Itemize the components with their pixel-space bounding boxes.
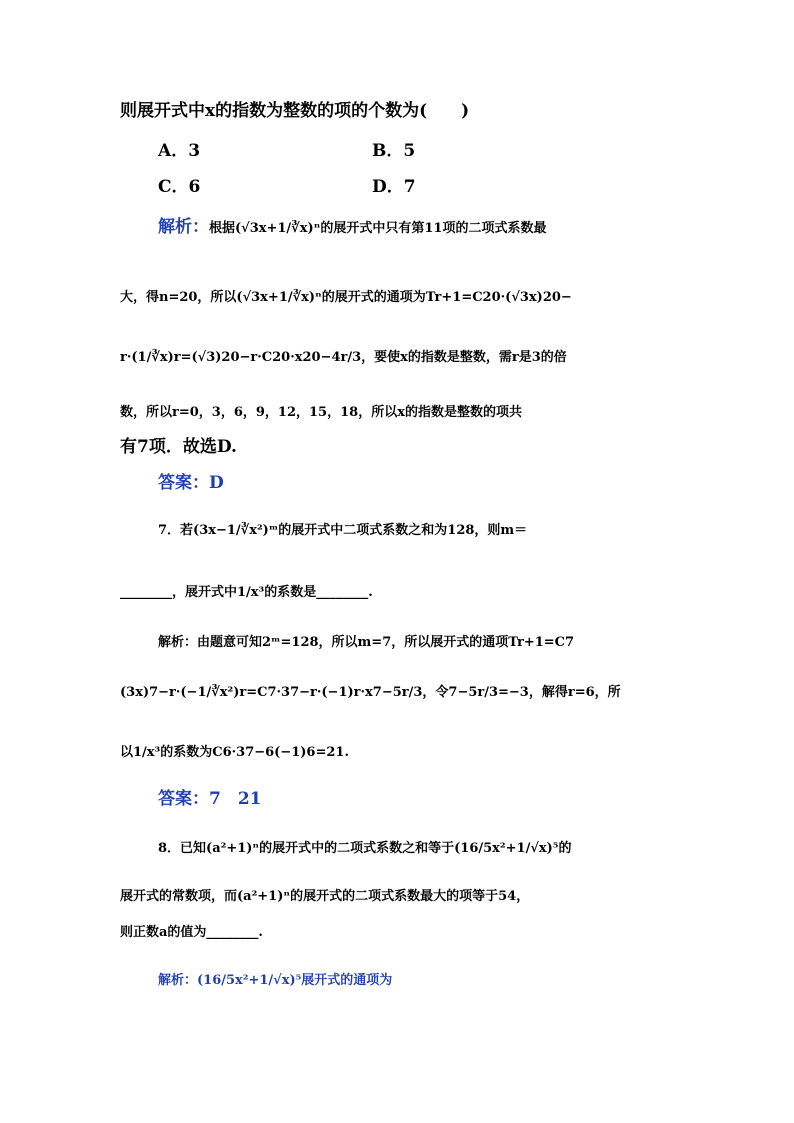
q7-jiexi-line3: 以1/x³的系数为C6·37−6(−1)6=21.	[120, 745, 349, 760]
q6-answer: 答案：D	[158, 473, 224, 493]
q7-jiexi-line1: 解析：由题意可知2ᵐ=128，所以m=7，所以展开式的通项Tr+1=C7	[158, 635, 575, 650]
option-a: A．3	[158, 141, 201, 161]
q6-stem: 则展开式中x的指数为整数的项的个数为( )	[120, 101, 470, 121]
q6-jiexi-line2: 大，得n=20，所以(√3x+1/∛x)ⁿ的展开式的通项为Tr+1=C20·(√3x)20−	[120, 290, 572, 305]
q7-stem-line2: ________，展开式中1/x³的系数是________.	[120, 585, 373, 600]
q8-stem-line1: 8．已知(a²+1)ⁿ的展开式中的二项式系数之和等于(16/5x²+1/√x)⁵的	[158, 841, 572, 856]
option-b: B．5	[372, 141, 416, 161]
q6-jiexi-line3: r·(1/∛x)r=(√3)20−r·C20·x20−4r/3，要使x的指数是整数，需r是3的倍	[120, 350, 567, 365]
q7-answer: 答案：7 21	[158, 789, 262, 809]
q7-stem-line1: 7．若(3x−1/∛x²)ᵐ的展开式中二项式系数之和为128，则m＝	[158, 523, 528, 538]
q7-jiexi-line2: (3x)7−r·(−1/∛x²)r=C7·37−r·(−1)r·x7−5r/3，令7−5r/3=−3，解得r=6，所	[120, 685, 621, 700]
option-c: C．6	[158, 177, 201, 197]
q6-jiexi-line4: 数，所以r=0，3，6，9，12，15，18，所以x的指数是整数的项共	[120, 405, 522, 420]
q6-jiexi-line5: 有7项．故选D.	[120, 437, 237, 457]
q6-jiexi-line1: 解析：根据(√3x+1/∛x)ⁿ的展开式中只有第11项的二项式系数最	[158, 217, 547, 237]
option-d: D．7	[372, 177, 416, 197]
q8-stem-line3: 则正数a的值为________.	[120, 925, 263, 940]
q8-jiexi: 解析：(16/5x²+1/√x)⁵展开式的通项为	[158, 973, 393, 988]
q8-stem-line2: 展开式的常数项，而(a²+1)ⁿ的展开式的二项式系数最大的项等于54，	[120, 889, 530, 904]
jiexi-label: 解析：	[158, 217, 209, 237]
